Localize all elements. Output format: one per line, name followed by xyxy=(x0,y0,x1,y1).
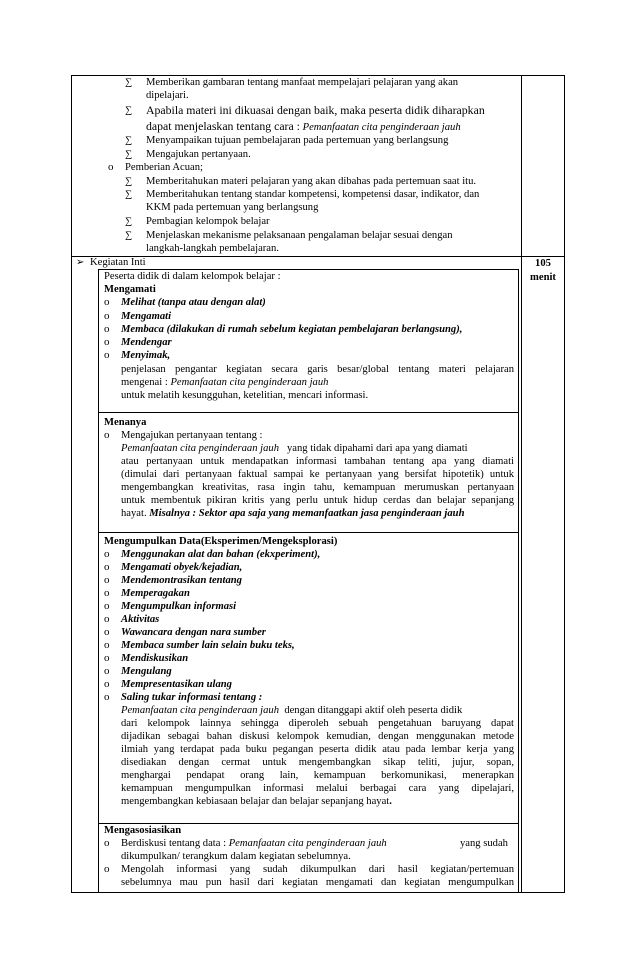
menanya-last-prefix: hayat. xyxy=(121,508,147,519)
circle-bullet-icon: o xyxy=(104,310,110,322)
menanya-paragraph-line xyxy=(121,507,464,520)
mengumpulkan-item-3: Mendemontrasikan tentang xyxy=(121,575,242,586)
mengumpulkan-paragraph-line: disediakan dengan cermat untuk mengembangkan sikap teliti, jujur, sopan, xyxy=(121,757,514,768)
mengumpulkan-paragraph-line: dijadikan sebagai bahan diskusi kelompok kemudian, dengan menggunakan metode xyxy=(121,731,514,742)
menanya-paragraph-line: untuk membentuk pikiran kritis yang perlu untuk hidup cerdas dan belajar sepanjang xyxy=(121,495,514,506)
mengasosiasikan-topic: Pemanfaatan cita penginderaan jauh xyxy=(228,838,387,849)
circle-bullet-icon: o xyxy=(104,639,110,651)
mengumpulkan-topic: Pemanfaatan cita penginderaan jauh xyxy=(121,705,280,716)
mengumpulkan-item-8: Membaca sumber lain selain buku teks, xyxy=(121,640,295,651)
circle-bullet-icon: o xyxy=(104,837,110,849)
mengamati-item-2: Mengamati xyxy=(121,311,172,322)
sigma-bullet-icon: ∑ xyxy=(125,230,133,241)
menanya-line1-rest: yang tidak dipahami dari apa yang diamati xyxy=(286,443,468,454)
mengamati-paragraph-line: untuk melatih kesungguhan, ketelitian, mencari informasi. xyxy=(121,390,369,401)
circle-bullet-icon: o xyxy=(104,652,110,664)
mengamati-title: Mengamati xyxy=(104,284,156,295)
circle-bullet-icon: o xyxy=(104,863,110,875)
circle-bullet-icon: o xyxy=(104,323,110,335)
arrow-bullet-icon: ➢ xyxy=(76,257,85,268)
mengumpulkan-paragraph-line: kemampuan mengumpulkan informasi melalui berbagai cara yang dipelajari, xyxy=(121,783,514,794)
kegiatan-inti-title: Kegiatan Inti xyxy=(90,257,146,268)
duration-unit: menit xyxy=(530,272,556,283)
mengamati-item-4: Mendengar xyxy=(121,337,172,348)
opening-item-2-prefix: dapat menjelaskan tentang cara : xyxy=(146,119,300,133)
menanya-paragraph-line: atau pertanyaan untuk mendapatkan informasi tambahan tentang apa yang diamati xyxy=(121,456,514,467)
menanya-example: Misalnya : Sektor apa saja yang memanfaatkan jasa penginderaan jauh xyxy=(149,508,465,519)
section-divider xyxy=(98,412,519,413)
menanya-topic: Pemanfaatan cita penginderaan jauh xyxy=(121,443,280,454)
mengumpulkan-item-7: Wawancara dengan nara sumber xyxy=(121,627,266,638)
circle-bullet-icon: o xyxy=(104,600,110,612)
circle-bullet-icon: o xyxy=(104,626,110,638)
acuan-title: Pemberian Acuan; xyxy=(125,162,203,173)
mengumpulkan-item-11: Mempresentasikan ulang xyxy=(121,679,232,690)
mengasosiasikan-item1-rest: yang sudah xyxy=(460,838,508,849)
opening-item-4: Mengajukan pertanyaan. xyxy=(146,149,251,160)
mengumpulkan-item-4: Memperagakan xyxy=(121,588,190,599)
mengamati-item-1: Melihat (tanpa atau dengan alat) xyxy=(121,297,266,308)
sigma-bullet-icon: ∑ xyxy=(125,135,133,146)
circle-bullet-icon: o xyxy=(104,336,110,348)
acuan-item-2: Memberitahukan tentang standar kompetensi, kompetensi dasar, indikator, dan xyxy=(146,189,480,200)
circle-bullet-icon: o xyxy=(104,429,110,441)
mengumpulkan-paragraph-line: menghargai pendapat orang lain, kemampuan berkomunikasi, menerapkan xyxy=(121,770,514,781)
mengumpulkan-paragraph-line xyxy=(121,795,392,808)
circle-bullet-icon: o xyxy=(104,613,110,625)
menanya-paragraph-line xyxy=(121,442,468,455)
kegiatan-inti-intro: Peserta didik di dalam kelompok belajar : xyxy=(104,271,281,282)
circle-bullet-icon: o xyxy=(104,665,110,677)
mengamati-para-prefix: mengenai : xyxy=(121,377,168,388)
circle-bullet-icon: o xyxy=(104,548,110,560)
opening-item-2-cont xyxy=(146,119,461,134)
mengamati-item-5: Menyimak, xyxy=(121,350,171,361)
acuan-item-4-cont: langkah-langkah pembelajaran. xyxy=(146,243,279,254)
opening-item-1-cont: dipelajari. xyxy=(146,90,189,101)
mengumpulkan-paragraph-line xyxy=(121,704,462,717)
mengumpulkan-item-12: Saling tukar informasi tentang : xyxy=(121,692,263,703)
mengasosiasikan-item1-prefix: Berdiskusi tentang data : xyxy=(121,838,227,849)
sigma-bullet-icon: ∑ xyxy=(125,216,133,227)
circle-bullet-icon: o xyxy=(104,349,110,361)
mengumpulkan-item-1: Menggunakan alat dan bahan (ekxperiment), xyxy=(121,549,321,560)
circle-bullet-icon: o xyxy=(104,561,110,573)
menanya-paragraph-line: (dimulai dari pertanyaan faktual sampai ke pertanyaan yang bersifat hipotetik) untuk xyxy=(121,469,514,480)
opening-item-2: Apabila materi ini dikuasai dengan baik, maka peserta didik diharapkan xyxy=(146,103,485,117)
mengumpulkan-item-9: Mendiskusikan xyxy=(121,653,189,664)
menanya-title: Menanya xyxy=(104,417,147,428)
column-divider xyxy=(521,75,522,893)
sigma-bullet-icon: ∑ xyxy=(125,149,133,160)
section-divider xyxy=(98,532,519,533)
mengasosiasikan-item-1-cont: dikumpulkan/ terangkum dalam kegiatan sebelumnya. xyxy=(121,851,351,862)
circle-bullet-icon: o xyxy=(104,296,110,308)
mengumpulkan-paragraph-line: ilmiah yang terdapat pada buku pegangan peserta didik atau pada lembar kerja yang xyxy=(121,744,514,755)
mengasosiasikan-item-2: Mengolah informasi yang sudah dikumpulkan dari hasil kegiatan/pertemuan xyxy=(121,864,514,875)
duration-value: 105 xyxy=(535,258,551,269)
sigma-bullet-icon: ∑ xyxy=(125,105,133,116)
circle-bullet-icon: o xyxy=(104,691,110,703)
mengumpulkan-last-line: mengembangkan kebiasaan belajar dan belajar sepanjang hayat xyxy=(121,796,390,807)
mengamati-paragraph-line: penjelasan pengantar kegiatan secara garis besar/global tentang materi pelajaran xyxy=(121,364,514,375)
mengumpulkan-item-5: Mengumpulkan informasi xyxy=(121,601,237,612)
mengamati-item-3: Membaca (dilakukan di rumah sebelum kegiatan pembelajaran berlangsung), xyxy=(121,324,463,335)
circle-bullet-icon: o xyxy=(108,161,114,173)
mengasosiasikan-item-1 xyxy=(121,837,387,850)
mengasosiasikan-item-2-cont: sebelumnya mau pun hasil dari kegiatan mengamati dan kegiatan mengumpulkan xyxy=(121,877,514,888)
mengumpulkan-item-10: Mengulang xyxy=(121,666,172,677)
mengumpulkan-item-6: Aktivitas xyxy=(121,614,160,625)
mengamati-topic: Pemanfaatan cita penginderaan jauh xyxy=(170,377,329,388)
mengumpulkan-title: Mengumpulkan Data(Eksperimen/Mengeksplorasi) xyxy=(104,536,338,547)
sigma-bullet-icon: ∑ xyxy=(125,176,133,187)
acuan-item-1: Memberitahukan materi pelajaran yang akan dibahas pada pertemuan saat itu. xyxy=(146,176,477,187)
acuan-item-4: Menjelaskan mekanisme pelaksanaan pengalaman belajar sesuai dengan xyxy=(146,230,453,241)
menanya-item: Mengajukan pertanyaan tentang : xyxy=(121,430,263,441)
mengumpulkan-item-2: Mengamati obyek/kejadian, xyxy=(121,562,243,573)
opening-topic: Pemanfaatan cita penginderaan jauh xyxy=(302,122,461,133)
opening-item-3: Menyampaikan tujuan pembelajaran pada pertemuan yang berlangsung xyxy=(146,135,449,146)
sigma-bullet-icon: ∑ xyxy=(125,77,133,88)
mengumpulkan-paragraph-line: dari kelompok lainnya sehingga diperoleh sebuah pengetahuan baruyang dapat xyxy=(121,718,514,729)
acuan-item-2-cont: KKM pada pertemuan yang berlangsung xyxy=(146,202,319,213)
acuan-item-3: Pembagian kelompok belajar xyxy=(146,216,270,227)
menanya-paragraph-line: mengembangkan kreativitas, rasa ingin tahu, kemampuan merumuskan pertanyaan xyxy=(121,482,514,493)
opening-item-1: Memberikan gambaran tentang manfaat mempelajari pelajaran yang akan xyxy=(146,77,459,88)
mengamati-paragraph-line xyxy=(121,376,328,389)
circle-bullet-icon: o xyxy=(104,574,110,586)
circle-bullet-icon: o xyxy=(104,587,110,599)
mengasosiasikan-title: Mengasosiasikan xyxy=(104,825,182,836)
circle-bullet-icon: o xyxy=(104,678,110,690)
sigma-bullet-icon: ∑ xyxy=(125,189,133,200)
mengumpulkan-last-period: . xyxy=(389,796,392,807)
mengumpulkan-line1-rest: dengan ditanggapi aktif oleh peserta didik xyxy=(284,705,463,716)
